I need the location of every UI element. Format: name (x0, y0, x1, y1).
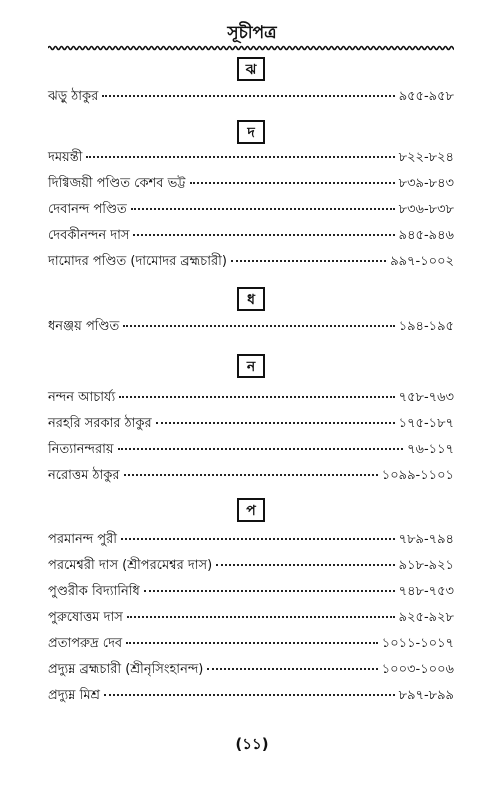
entry-name: দিগ্বিজয়ী পণ্ডিত কেশব ভট্ট (48, 176, 186, 191)
entry-pages: ৭৪৮-৭৫৩ (398, 584, 454, 599)
entry-pages: ১০০৩-১০০৬ (381, 662, 454, 677)
leader-dots (124, 474, 378, 476)
list-item (48, 226, 454, 252)
entry-name: নিত্যানন্দরায় (48, 442, 114, 457)
entry-pages: ৭৬-১১৭ (407, 442, 454, 457)
section-da (48, 120, 454, 278)
leader-dots (123, 325, 394, 327)
entry-pages: ৮৩৬-৮৩৮ (398, 202, 454, 217)
leader-dots (119, 396, 394, 398)
wavy-divider (48, 44, 454, 52)
section-letter: ঝ (237, 57, 265, 81)
section-letter: দ (237, 120, 265, 144)
section-letter: ন (237, 354, 265, 378)
entry-name: পুরুষোত্তম দাস (48, 610, 123, 625)
entry-name: ঝড়ু ঠাকুর (48, 89, 99, 104)
leader-dots (104, 694, 395, 696)
leader-dots (133, 234, 394, 236)
leader-dots (156, 422, 395, 424)
entry-name: প্রদ্যুম্ন মিশ্র (48, 688, 101, 703)
entry-name: পরমেশ্বরী দাস (শ্রীপরমেশ্বর দাস) (48, 558, 213, 573)
list-item (48, 252, 454, 278)
section-pa (48, 498, 454, 712)
leader-dots (190, 182, 395, 184)
entry-name: দামোদর পণ্ডিত (দামোদর ব্রহ্মচারী) (48, 254, 227, 269)
list-item (48, 200, 454, 226)
entry-name: পুণ্ডরীক বিদ্যানিধি (48, 584, 140, 599)
list-item (48, 634, 454, 660)
entry-pages: ৯২৫-৯২৮ (398, 610, 454, 625)
leader-dots (86, 156, 394, 158)
section-letter: প (237, 498, 265, 522)
entry-name: পরমানন্দ পুরী (48, 532, 117, 547)
entry-name: দেবকীনন্দন দাস (48, 228, 130, 243)
list-item (48, 440, 454, 466)
entry-pages: ৮৯৭-৮৯৯ (398, 688, 454, 703)
leader-dots (127, 616, 395, 618)
section-dha (48, 287, 454, 343)
entry-pages: ৮২২-৮২৪ (398, 150, 454, 165)
page-title: সূচীপত্র (227, 23, 277, 43)
section-na (48, 354, 454, 492)
list-item (48, 608, 454, 634)
entry-pages: ৯৫৫-৯৫৮ (398, 89, 454, 104)
list-item (48, 686, 454, 712)
list-item (48, 87, 454, 113)
list-item (48, 530, 454, 556)
section-letter: ধ (237, 287, 265, 311)
entry-name: নরোত্তম ঠাকুর (48, 468, 120, 483)
entry-name: নন্দন আচার্য্য (48, 390, 116, 405)
entry-name: প্রতাপরুদ্র দেব (48, 636, 123, 651)
entry-name: দেবানন্দ পণ্ডিত (48, 202, 127, 217)
entry-pages: ১৯৪-১৯৫ (398, 319, 454, 334)
section-jha (48, 57, 454, 113)
leader-dots (118, 448, 404, 450)
list-item (48, 148, 454, 174)
leader-dots (121, 538, 395, 540)
list-item (48, 582, 454, 608)
entry-pages: ৯৯৭-১০০২ (390, 254, 454, 269)
entry-pages: ৯৪৫-৯৪৬ (398, 228, 454, 243)
list-item (48, 414, 454, 440)
leader-dots (102, 95, 394, 97)
entry-pages: ১০৯৯-১১০১ (381, 468, 454, 483)
leader-dots (207, 668, 377, 670)
entry-name: ধনঞ্জয় পণ্ডিত (48, 319, 120, 334)
page-number: (১১) (235, 735, 269, 753)
entry-pages: ৯১৮-৯২১ (398, 558, 454, 573)
entry-pages: ৭৮৯-৭৯৪ (398, 532, 454, 547)
entry-pages: ৭৫৮-৭৬৩ (398, 390, 454, 405)
entry-name: নরহরি সরকার ঠাকুর (48, 416, 152, 431)
list-item (48, 174, 454, 200)
leader-dots (144, 590, 395, 592)
leader-dots (216, 564, 395, 566)
leader-dots (126, 642, 378, 644)
leader-dots (131, 208, 395, 210)
list-item (48, 317, 454, 343)
list-item (48, 556, 454, 582)
entry-pages: ১৭৫-১৮৭ (398, 416, 454, 431)
list-item (48, 388, 454, 414)
list-item (48, 466, 454, 492)
entry-name: প্রদ্যুম্ন ব্রহ্মচারী (শ্রীনৃসিংহানন্দ) (48, 662, 204, 677)
entry-pages: ৮৩৯-৮৪৩ (398, 176, 454, 191)
entry-pages: ১০১১-১০১৭ (381, 636, 454, 651)
list-item (48, 660, 454, 686)
leader-dots (231, 260, 386, 262)
entry-name: দময়ন্তী (48, 150, 83, 165)
